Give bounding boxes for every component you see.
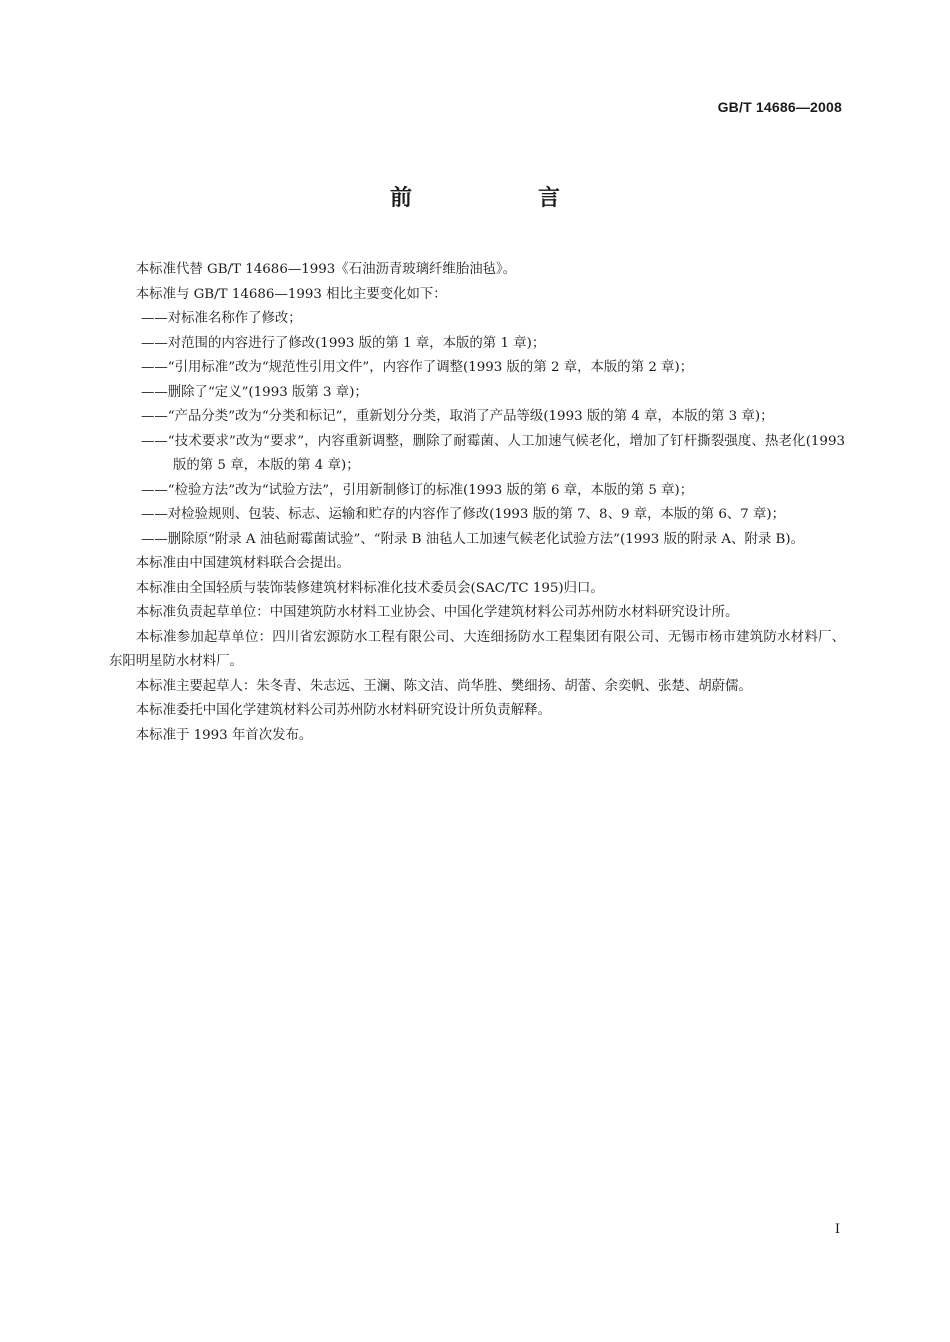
closing-paragraph: 本标准委托中国化学建筑材料公司苏州防水材料研究设计所负责解释。 <box>135 703 551 718</box>
intro-paragraph: 本标准与 GB/T 14686—1993 相比主要变化如下： <box>135 286 447 302</box>
page-number: I <box>834 1222 840 1237</box>
closing-paragraph: 本标准主要起草人：朱冬青、朱志远、王澜、陈文洁、尚华胜、樊细扬、胡蕾、余奕帆、张楚、胡蔚儒。 <box>135 678 752 694</box>
closing-paragraph: 本标准由中国建筑材料联合会提出。 <box>135 556 351 571</box>
change-item: ——删除原“附录 A 油毡耐霉菌试验”、“附录 B 油毡人工加速气候老化试验方法”(1993 版的附录 A、附录 B)。 <box>141 531 804 547</box>
closing-paragraph: 本标准参加起草单位：四川省宏源防水工程有限公司、大连细扬防水工程集团有限公司、无锡市杨市建筑防水材料厂、东阳明星防水材料厂。 <box>109 629 845 669</box>
change-item: ——对范围的内容进行了修改(1993 版的第 1 章，本版的第 1 章)； <box>141 335 546 351</box>
change-item: ——“技术要求”改为“要求”，内容重新调整，删除了耐霉菌、人工加速气候老化，增加了钉杆撕裂强度、热老化(1993 版的第 5 章，本版的第 4 章)； <box>141 433 845 473</box>
change-item: ——“引用标准”改为“规范性引用文件”，内容作了调整(1993 版的第 2 章，本版的第 2 章)； <box>141 360 694 375</box>
closing-paragraph: 本标准由全国轻质与装饰装修建筑材料标准化技术委员会(SAC/TC 195)归口。 <box>135 580 604 596</box>
change-item: ——“产品分类”改为“分类和标记”，重新划分分类，取消了产品等级(1993 版的第 4 章，本版的第 3 章)； <box>141 409 774 424</box>
change-item: ——对检验规则、包装、标志、运输和贮存的内容作了修改(1993 版的第 7、8、9 章，本版的第 6、7 章)； <box>141 507 786 522</box>
intro-paragraph: 本标准代替 GB/T 14686—1993《石油沥青玻璃纤维胎油毡》。 <box>135 262 517 277</box>
change-item: ——对标准名称作了修改； <box>141 311 302 326</box>
foreword-body <box>109 258 845 748</box>
closing-paragraph: 本标准于 1993 年首次发布。 <box>135 727 313 743</box>
change-item: ——“检验方法”改为“试验方法”，引用新制修订的标准(1993 版的第 6 章，本版的第 5 章)； <box>141 482 694 498</box>
document-code: GB/T 14686—2008 <box>717 99 842 115</box>
change-item: ——删除了“定义”(1993 版第 3 章)； <box>141 384 368 400</box>
page-title: 前 言 <box>389 186 612 211</box>
closing-paragraph: 本标准负责起草单位：中国建筑防水材料工业协会、中国化学建筑材料公司苏州防水材料研究设计所。 <box>135 605 739 620</box>
